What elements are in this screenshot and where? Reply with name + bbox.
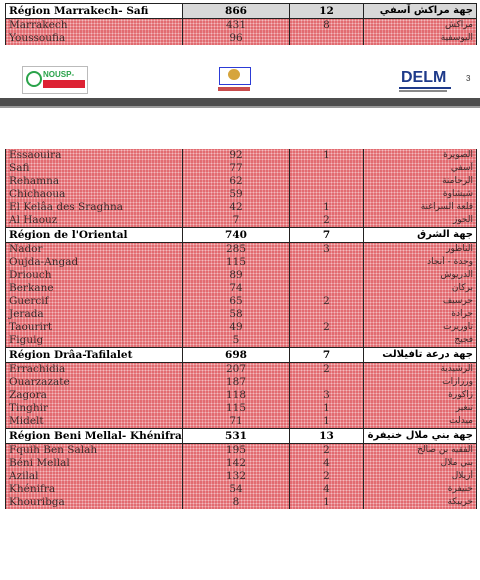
province-fr: Marrakech <box>6 19 183 33</box>
table-row <box>6 19 477 33</box>
table-row <box>6 269 477 282</box>
region-name-ar: جهة بني ملال خنيفرة <box>364 429 477 444</box>
province-fr: Chichaoua <box>6 188 183 201</box>
province-total: 49 <box>183 321 290 334</box>
province-fr: Taourirt <box>6 321 183 334</box>
province-ar: الرشيدية <box>364 363 477 377</box>
province-fr: Safi <box>6 162 183 175</box>
province-count: 1 <box>290 201 364 214</box>
table-row <box>6 470 477 483</box>
province-fr: Khouribga <box>6 496 183 509</box>
province-ar: أزيلال <box>364 470 477 483</box>
province-total: 54 <box>183 483 290 496</box>
table-row <box>6 295 477 308</box>
table-row <box>6 188 477 201</box>
province-fr: Midelt <box>6 415 183 429</box>
province-total: 285 <box>183 243 290 257</box>
province-fr: Essaouira <box>6 149 183 162</box>
province-count <box>290 334 364 348</box>
table-row <box>6 201 477 214</box>
province-count: 2 <box>290 363 364 377</box>
province-total: 92 <box>183 149 290 162</box>
province-ar: الدريوش <box>364 269 477 282</box>
province-ar: زاكورة <box>364 389 477 402</box>
province-total: 58 <box>183 308 290 321</box>
ministry-banner <box>218 87 250 91</box>
province-total: 71 <box>183 415 290 429</box>
province-ar: الرحامنة <box>364 175 477 188</box>
province-fr: Fquih Ben Salah <box>6 444 183 458</box>
table-row <box>6 483 477 496</box>
province-count <box>290 376 364 389</box>
page-footer-band <box>0 98 480 106</box>
region-name-fr: Région de l'Oriental <box>6 228 183 243</box>
province-total: 42 <box>183 201 290 214</box>
province-ar: تنغير <box>364 402 477 415</box>
province-total: 96 <box>183 32 290 45</box>
province-count: 2 <box>290 470 364 483</box>
table-row <box>6 175 477 188</box>
table-row <box>6 256 477 269</box>
region-row-beni-mellal-khenifra <box>6 429 477 444</box>
province-ar: وجدة - أنجاد <box>364 256 477 269</box>
page-footer-band <box>0 106 480 108</box>
province-fr: Jerada <box>6 308 183 321</box>
region-row-marrakech-safi <box>6 4 477 19</box>
region-name-fr: Région Marrakech- Safi <box>6 4 183 19</box>
province-count: 1 <box>290 415 364 429</box>
province-ar: الناظور <box>364 243 477 257</box>
province-count: 1 <box>290 402 364 415</box>
nousp-logo-text: NOUSP- <box>43 70 75 79</box>
province-ar: شيشاوة <box>364 188 477 201</box>
province-ar: بني ملال <box>364 457 477 470</box>
province-fr: Youssoufia <box>6 32 183 45</box>
table-row <box>6 32 477 45</box>
table-row <box>6 415 477 429</box>
region-name-ar: جهة درعة تافيلالت <box>364 348 477 363</box>
table-row <box>6 389 477 402</box>
crest-icon <box>228 69 240 80</box>
table-row <box>6 376 477 389</box>
region-name-ar: جهة الشرق <box>364 228 477 243</box>
province-fr: Rehamna <box>6 175 183 188</box>
province-total: 59 <box>183 188 290 201</box>
province-count <box>290 256 364 269</box>
table-row <box>6 402 477 415</box>
delm-logo <box>397 65 453 95</box>
province-total: 431 <box>183 19 290 33</box>
province-count <box>290 282 364 295</box>
table-row <box>6 282 477 295</box>
region-name-ar: جهة مراكش آسفي <box>364 4 477 19</box>
table-row <box>6 214 477 228</box>
province-total: 62 <box>183 175 290 188</box>
province-count <box>290 269 364 282</box>
province-count <box>290 32 364 45</box>
province-count: 2 <box>290 321 364 334</box>
table-row <box>6 162 477 175</box>
region-total: 531 <box>183 429 290 444</box>
province-fr: Figuig <box>6 334 183 348</box>
province-count: 2 <box>290 295 364 308</box>
province-total: 115 <box>183 402 290 415</box>
province-fr: Al Haouz <box>6 214 183 228</box>
main-table <box>5 149 476 509</box>
logo-banner <box>43 80 85 88</box>
province-count: 3 <box>290 389 364 402</box>
ministry-logo <box>216 65 252 95</box>
region-row-oriental <box>6 228 477 243</box>
province-ar: بركان <box>364 282 477 295</box>
province-fr: Oujda-Angad <box>6 256 183 269</box>
province-ar: خنيفرة <box>364 483 477 496</box>
province-ar: آسفي <box>364 162 477 175</box>
province-total: 207 <box>183 363 290 377</box>
province-count: 2 <box>290 444 364 458</box>
table-row <box>6 457 477 470</box>
region-count: 7 <box>290 348 364 363</box>
logo-rule <box>399 90 447 92</box>
page-number: 3 <box>466 74 471 83</box>
province-fr: El Kelâa des Sraghna <box>6 201 183 214</box>
province-fr: Guercif <box>6 295 183 308</box>
top-table <box>5 3 476 45</box>
province-count: 4 <box>290 457 364 470</box>
table-row <box>6 444 477 458</box>
province-fr: Berkane <box>6 282 183 295</box>
nousp-logo <box>22 66 88 94</box>
province-total: 5 <box>183 334 290 348</box>
region-name-fr: Région Beni Mellal- Khénifra <box>6 429 183 444</box>
province-total: 7 <box>183 214 290 228</box>
province-ar: خريبكة <box>364 496 477 509</box>
province-ar: الحوز <box>364 214 477 228</box>
table-row <box>6 308 477 321</box>
table-row <box>6 363 477 377</box>
province-count: 3 <box>290 243 364 257</box>
province-fr: Béni Mellal <box>6 457 183 470</box>
region-row-draa-tafilalet <box>6 348 477 363</box>
region-count: 12 <box>290 4 364 19</box>
region-total: 740 <box>183 228 290 243</box>
province-total: 8 <box>183 496 290 509</box>
province-ar: قلعة السراغنة <box>364 201 477 214</box>
province-ar: اليوسفية <box>364 32 477 45</box>
region-total: 866 <box>183 4 290 19</box>
province-count: 4 <box>290 483 364 496</box>
province-fr: Khénifra <box>6 483 183 496</box>
logo-rule <box>399 87 451 89</box>
province-total: 142 <box>183 457 290 470</box>
province-count <box>290 175 364 188</box>
table-row <box>6 243 477 257</box>
province-total: 115 <box>183 256 290 269</box>
table-row <box>6 334 477 348</box>
province-fr: Ouarzazate <box>6 376 183 389</box>
province-fr: Azilal <box>6 470 183 483</box>
province-count: 2 <box>290 214 364 228</box>
delm-logo-text: DELM <box>401 69 447 86</box>
table-row <box>6 321 477 334</box>
region-total: 698 <box>183 348 290 363</box>
province-ar: جرادة <box>364 308 477 321</box>
region-name-fr: Région Drâa-Tafilalet <box>6 348 183 363</box>
region-count: 7 <box>290 228 364 243</box>
province-count <box>290 188 364 201</box>
province-ar: ميدلت <box>364 415 477 429</box>
table-row <box>6 149 477 162</box>
province-count: 8 <box>290 19 364 33</box>
province-fr: Zagora <box>6 389 183 402</box>
province-ar: الفقيه بن صالح <box>364 444 477 458</box>
province-total: 89 <box>183 269 290 282</box>
table-row <box>6 496 477 509</box>
province-count: 1 <box>290 496 364 509</box>
province-total: 132 <box>183 470 290 483</box>
province-total: 65 <box>183 295 290 308</box>
province-ar: الصويرة <box>364 149 477 162</box>
province-fr: Driouch <box>6 269 183 282</box>
province-ar: ورزازات <box>364 376 477 389</box>
province-count: 1 <box>290 149 364 162</box>
province-total: 195 <box>183 444 290 458</box>
region-count: 13 <box>290 429 364 444</box>
province-fr: Nador <box>6 243 183 257</box>
province-total: 118 <box>183 389 290 402</box>
province-fr: Errachidia <box>6 363 183 377</box>
province-count <box>290 308 364 321</box>
province-ar: فجيج <box>364 334 477 348</box>
province-ar: تاوريرت <box>364 321 477 334</box>
nousp-emblem-icon <box>26 71 42 87</box>
province-total: 77 <box>183 162 290 175</box>
province-fr: Tinghir <box>6 402 183 415</box>
province-ar: جرسيف <box>364 295 477 308</box>
province-count <box>290 162 364 175</box>
province-ar: مراكش <box>364 19 477 33</box>
province-total: 74 <box>183 282 290 295</box>
province-total: 187 <box>183 376 290 389</box>
